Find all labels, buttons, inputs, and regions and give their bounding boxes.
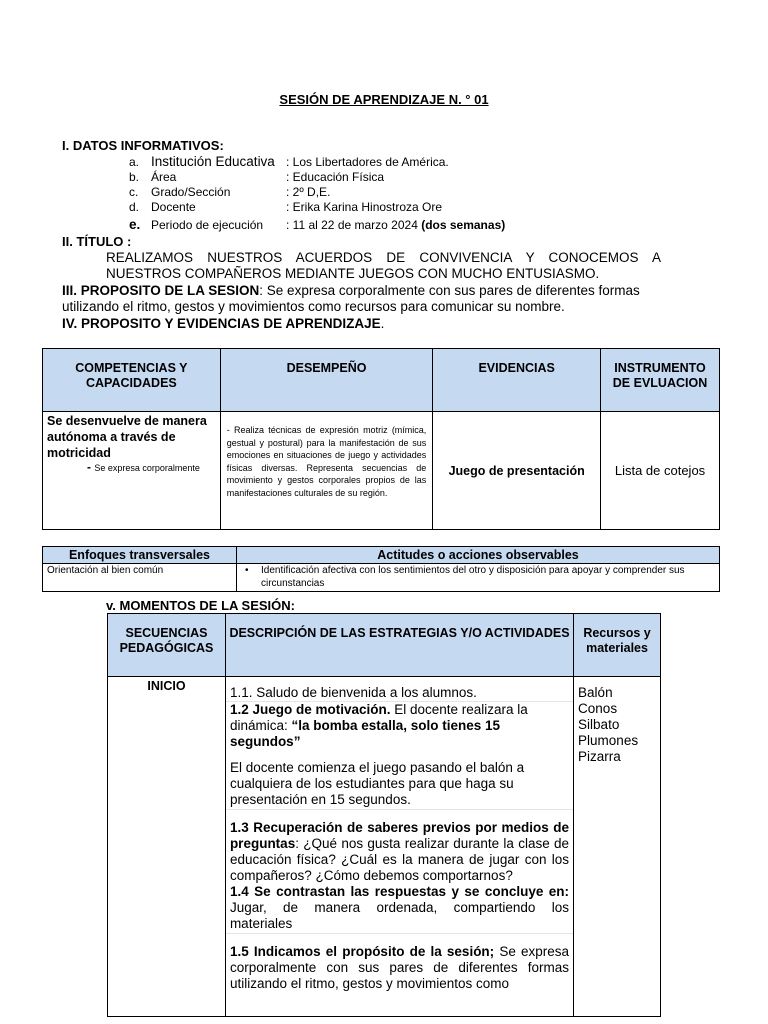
header-descripcion: DESCRIPCIÓN DE LAS ESTRATEGIAS Y/O ACTIVIDADES [225, 614, 573, 677]
header-competencias: COMPETENCIAS Y CAPACIDADES [43, 349, 221, 412]
info-row-grado: c. Grado/Sección : 2º D,E. [129, 185, 331, 199]
section-titulo-heading: II. TÍTULO : [62, 234, 132, 249]
step-1-5: 1.5 Indicamos el propósito de la sesión; Se expresa corporalmente con sus pares de diferentes formas utilizando el ritmo, gestos y movimientos como [229, 944, 570, 991]
section-evidencias: IV. PROPOSITO Y EVIDENCIAS DE APRENDIZAJE. [62, 316, 385, 331]
header-actitudes: Actitudes o acciones observables [237, 547, 720, 564]
competencias-table [42, 348, 720, 530]
material-item: Balón [578, 685, 613, 700]
materials-cell [574, 677, 661, 1017]
step-1-2-detail: El docente comienza el juego pasando el balón a cualquiera de los estudiantes para que haga su presentación en 15 segundos. [226, 750, 573, 810]
section-proposito [62, 283, 662, 315]
actitud-cell: • Identificación afectiva con los sentimientos del otro y disposición para apoyar y comprender sus circunstancias [237, 564, 720, 592]
step-1-4: 1.4 Se contrastan las respuestas y se concluye en: Jugar, de manera ordenada, compartiendo los materiales [226, 884, 573, 934]
material-item: Conos [578, 701, 618, 716]
momentos-header-row [108, 614, 661, 677]
step-1-2: 1.2 Juego de motivación. El docente realizara la dinámica: “la bomba estalla, solo tienes 15 segundos” [229, 702, 528, 749]
enfoques-table [42, 546, 720, 592]
header-recursos: Recursos y materiales [574, 614, 661, 677]
info-row-docente: d. Docente : Erika Karina Hinostroza Ore [129, 200, 443, 214]
material-item: Pizarra [578, 749, 621, 764]
desempeno-cell: - Realiza técnicas de expresión motriz (mímica, gestual y postural) para la manifestación de sus emociones en situaciones de juego y actividades físicas diversas. Representa secuencias de movimiento y gestos corporales propios de las manifestaciones culturales de su región. [220, 412, 433, 530]
page-title: SESIÓN DE APRENDIZAJE N. ° 01 [279, 92, 489, 107]
momentos-row-inicio [108, 677, 661, 1017]
instrumento-cell: Lista de cotejos [601, 412, 720, 530]
bullet-icon: • [245, 565, 249, 576]
header-desempeno: DESEMPEÑO [220, 349, 433, 412]
section-evidencias-heading: IV. PROPOSITO Y EVIDENCIAS DE APRENDIZAJE [62, 316, 381, 331]
info-row-area: b. Área : Educación Física [129, 170, 385, 184]
section-proposito-heading: III. PROPOSITO DE LA SESION [62, 283, 260, 298]
section-momentos-heading: v. MOMENTOS DE LA SESIÓN: [106, 598, 296, 613]
proposito-text: : Se expresa corporalmente con sus pares de diferentes formas utilizando el ritmo, gestos y movimientos como recursos para comunicar su nombre. [62, 283, 640, 314]
enfoques-row [43, 564, 720, 592]
phase-inicio: INICIO [108, 677, 226, 1017]
header-secuencias: SECUENCIAS PEDAGÓGICAS [108, 614, 226, 677]
material-item: Plumones [578, 733, 639, 748]
header-evidencias: EVIDENCIAS [433, 349, 601, 412]
competencias-header-row [43, 349, 720, 412]
enfoque-cell: Orientación al bien común [43, 564, 237, 592]
competencia-cell: Se desenvuelve de manera autónoma a través de motricidad - Se expresa corporalmente [43, 412, 221, 530]
evidencia-cell: Juego de presentación [433, 412, 601, 530]
section-datos-heading: I. DATOS INFORMATIVOS: [62, 138, 224, 153]
step-1-3: 1.3 Recuperación de saberes previos por medios de preguntas: ¿Qué nos gusta realizar durante la clase de educación física? ¿Cuál es la manera de jugar con los compañeros? ¿Cómo debemos comportarnos? [229, 820, 570, 883]
momentos-table [107, 613, 661, 1017]
header-instrumento: INSTRUMENTO DE EVLUACION [601, 349, 720, 412]
enfoques-header-row [43, 547, 720, 564]
inicio-description-cell [225, 677, 573, 1017]
info-row-institucion: a. Institución Educativa : Los Libertadores de América. [129, 154, 449, 169]
info-row-periodo: e. Periodo de ejecución : 11 al 22 de marzo 2024 (dos semanas) [129, 217, 506, 232]
material-item: Silbato [578, 717, 620, 732]
capacidad-text: - Se expresa corporalmente [87, 460, 200, 474]
session-title-text: REALIZAMOS NUESTROS ACUERDOS DE CONVIVENCIA Y CONOCEMOS A NUESTROS COMPAÑEROS MEDIANTE JUEGOS CON MUCHO ENTUSIASMO. [106, 250, 661, 281]
header-enfoques: Enfoques transversales [43, 547, 237, 564]
competencias-row [43, 412, 720, 530]
step-1-1: 1.1. Saludo de bienvenida a los alumnos. [226, 677, 573, 702]
